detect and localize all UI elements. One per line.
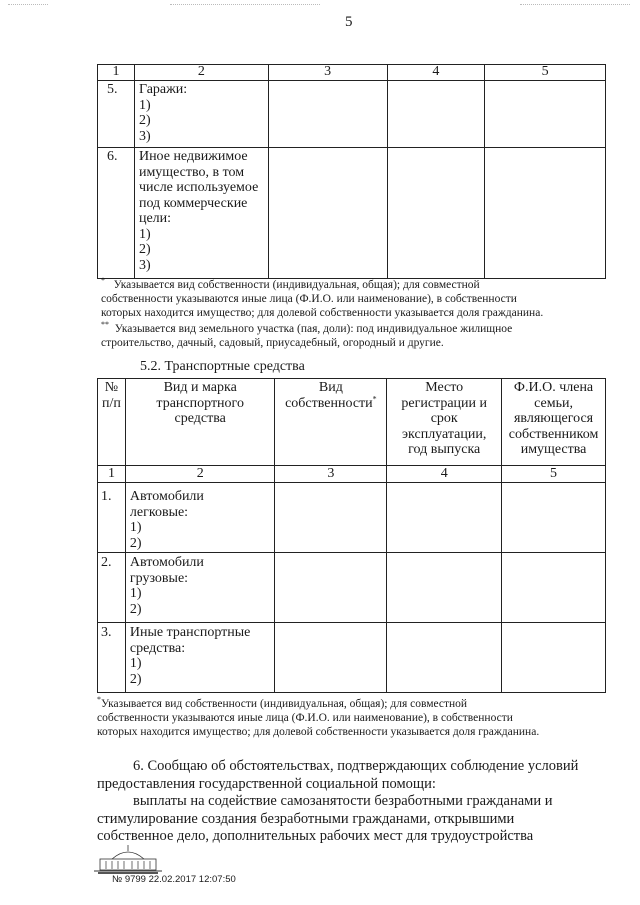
- empty-cell: [485, 148, 606, 279]
- empty-cell: [387, 553, 502, 623]
- vehicles-table: [97, 378, 606, 693]
- empty-cell: [502, 483, 606, 553]
- footnote-ownership: * Указывается вид собственности (индивидуальная, общая); для совместной собственности указываются иные лица (Ф.И.О. или наименование), в собственности которых находится имущество; для долевой собственности указывается доля гражданина.: [101, 276, 544, 319]
- header-cell: Вид и марка транспортного средства: [125, 379, 275, 466]
- row-number: 5.: [98, 81, 135, 148]
- empty-cell: [387, 148, 485, 279]
- header-cell: Место регистрации и срок эксплуатации, год выпуска: [387, 379, 502, 466]
- table-number-row: 1 2 3 4 5: [98, 466, 606, 483]
- page-number: 5: [345, 14, 353, 30]
- section-6-paragraph: 6. Сообщаю об обстоятельствах, подтверждающих соблюдение условий предоставления государственной социальной помощи: выплаты на содействие самозанятости безработными гражданами и стимулирование создания безработными гражданами, открывшими собственное дело, дополнительных рабочих мест для трудоустройства: [97, 758, 579, 844]
- col-number: 3: [268, 65, 387, 81]
- empty-cell: [387, 483, 502, 553]
- table-row: 1. Автомобили легковые: 1) 2): [98, 483, 606, 553]
- header-cell: Ф.И.О. члена семьи, являющегося собственником имущества: [502, 379, 606, 466]
- real-estate-table: [97, 64, 606, 279]
- scan-mark: [8, 4, 48, 5]
- registry-stamp-caption: № 9799 22.02.2017 12:07:50: [112, 874, 236, 885]
- row-description: Гаражи: 1) 2) 3): [134, 81, 268, 148]
- empty-cell: [275, 483, 387, 553]
- row-description: Автомобили легковые: 1) 2): [125, 483, 275, 553]
- table-row: [98, 148, 606, 279]
- table-header-row: [98, 379, 606, 466]
- empty-cell: [268, 81, 387, 148]
- row-description: Автомобили грузовые: 1) 2): [125, 553, 275, 623]
- row-number: 6.: [98, 148, 135, 279]
- registry-stamp-icon: [92, 843, 164, 875]
- col-number: 1: [98, 65, 135, 81]
- col-number: 2: [134, 65, 268, 81]
- empty-cell: [485, 81, 606, 148]
- empty-cell: [502, 553, 606, 623]
- header-cell: Вид собственности*: [275, 379, 387, 466]
- empty-cell: [275, 623, 387, 693]
- table-row: [98, 81, 606, 148]
- empty-cell: [387, 81, 485, 148]
- table-header-row: [98, 65, 606, 81]
- empty-cell: [275, 553, 387, 623]
- footnote-land-type: ** Указывается вид земельного участка (пая, доли): под индивидуальное жилищное строительство, дачный, садовый, приусадебный, огородный и другие.: [101, 320, 513, 349]
- section-title: 5.2. Транспортные средства: [140, 359, 305, 374]
- table-row: 3. Иные транспортные средства: 1) 2): [98, 623, 606, 693]
- table-row: 2. Автомобили грузовые: 1) 2): [98, 553, 606, 623]
- footnote-ownership-vehicles: *Указывается вид собственности (индивидуальная, общая); для совместной собственности указываются иные лица (Ф.И.О. или наименование), в собственности которых находится имущество; для долевой собственности указывается доля гражданина.: [97, 695, 540, 738]
- col-number: 4: [387, 65, 485, 81]
- col-number: 5: [485, 65, 606, 81]
- header-cell: № п/п: [98, 379, 126, 466]
- empty-cell: [268, 148, 387, 279]
- empty-cell: [387, 623, 502, 693]
- row-description: Иные транспортные средства: 1) 2): [125, 623, 275, 693]
- empty-cell: [502, 623, 606, 693]
- scan-mark: [520, 4, 630, 5]
- scan-mark: [170, 4, 320, 5]
- row-description: Иное недвижимое имущество, в том числе используемое под коммерческие цели: 1) 2) 3): [134, 148, 268, 279]
